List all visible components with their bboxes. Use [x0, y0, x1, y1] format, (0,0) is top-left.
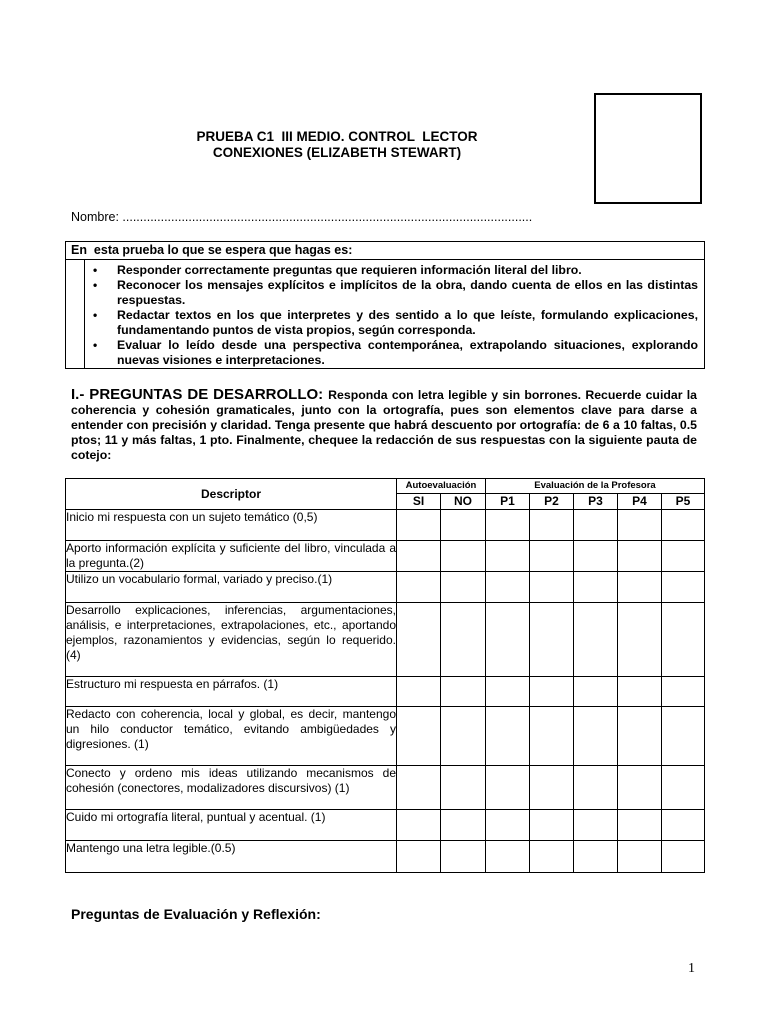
objective-item [85, 338, 698, 368]
objective-text: Responder correctamente preguntas que requieren información literal del libro. [117, 263, 582, 277]
self-eval-header: Autoevaluación [397, 479, 486, 494]
descriptor-cell: Aporto información explícita y suficiente del libro, vinculada a la pregunta.(2) [66, 541, 396, 570]
check-cell[interactable] [574, 810, 618, 841]
check-cell[interactable] [441, 766, 486, 810]
table-row [66, 510, 705, 541]
table-row [66, 810, 705, 841]
check-cell[interactable] [397, 603, 441, 677]
bullet-icon: • [93, 338, 98, 352]
col-header-p4: P4 [618, 494, 662, 510]
check-cell[interactable] [530, 541, 574, 572]
check-cell[interactable] [486, 766, 530, 810]
check-cell[interactable] [441, 677, 486, 707]
check-cell[interactable] [574, 541, 618, 572]
check-cell[interactable] [530, 572, 574, 603]
check-cell[interactable] [618, 572, 662, 603]
col-header-p2: P2 [530, 494, 574, 510]
objective-item [85, 278, 698, 308]
check-cell[interactable] [662, 810, 705, 841]
title-line-2: CONEXIONES (ELIZABETH STEWART) [212, 145, 462, 160]
check-cell[interactable] [574, 677, 618, 707]
check-cell[interactable] [397, 841, 441, 873]
check-cell[interactable] [618, 677, 662, 707]
check-cell[interactable] [530, 766, 574, 810]
check-cell[interactable] [486, 677, 530, 707]
table-row [66, 841, 705, 873]
descriptor-cell: Redacto con coherencia, local y global, es decir, mantengo un hilo conductor temático, evitando ambigüedades y digresiones. (1) [66, 707, 397, 766]
check-cell[interactable] [441, 841, 486, 873]
check-cell[interactable] [662, 677, 705, 707]
check-cell[interactable] [662, 510, 705, 541]
page-number: 1 [688, 961, 695, 976]
table-row [66, 766, 705, 810]
descriptor-header: Descriptor [66, 479, 397, 510]
name-dots: ...................................................................................................................... [122, 210, 533, 224]
table-row [66, 572, 705, 603]
descriptor-cell: Desarrollo explicaciones, inferencias, argumentaciones, análisis, e interpretaciones, extrapolaciones, etc., aportando ejemplos, razonamientos y evidencias, según lo requerido. (4) [66, 603, 397, 677]
check-cell[interactable] [662, 766, 705, 810]
check-cell[interactable] [618, 707, 662, 766]
section-heading: Preguntas de Evaluación y Reflexión: [71, 906, 321, 922]
development-instructions [71, 387, 697, 463]
col-header-no: NO [441, 494, 486, 510]
check-cell[interactable] [486, 707, 530, 766]
check-cell[interactable] [530, 677, 574, 707]
check-cell[interactable] [662, 603, 705, 677]
development-heading: I.- PREGUNTAS DE DESARROLLO: [71, 386, 329, 403]
objective-text: Redactar textos en los que interpretes y des sentido a lo que leíste, formulando explicaciones, fundamentando puntos de vista propios, según corresponda. [117, 308, 698, 337]
check-cell[interactable] [574, 572, 618, 603]
check-cell[interactable] [574, 841, 618, 873]
rubric-table [65, 478, 705, 873]
teacher-eval-header: Evaluación de la Profesora [486, 479, 705, 494]
check-cell[interactable] [530, 810, 574, 841]
development-text: Responda con letra legible y sin borrones. Recuerde cuidar la coherencia y cohesión gramaticales, junto con la ortografía, pues son elementos clave para darse a entender con precisión y claridad. Tenga presente que habrá descuento por ortografía: de 6 a 10 faltas, 0.5 ptos; 11 y más faltas, 1 pto. Finalmente, chequee la redacción de sus respuestas con la siguiente pauta de cotejo: [71, 388, 697, 462]
check-cell[interactable] [662, 541, 705, 572]
descriptor-cell: Conecto y ordeno mis ideas utilizando mecanismos de cohesión (conectores, modalizadores discursivos) (1) [66, 766, 397, 810]
check-cell[interactable] [441, 810, 486, 841]
bullet-icon: • [93, 263, 98, 277]
check-cell[interactable] [397, 810, 441, 841]
page-title [130, 129, 544, 161]
check-cell[interactable] [441, 510, 486, 541]
objectives-box [65, 241, 705, 369]
check-cell[interactable] [486, 541, 530, 572]
table-row [66, 603, 705, 677]
descriptor-cell: Inicio mi respuesta con un sujeto temático (0,5) [66, 510, 397, 541]
table-row [66, 677, 705, 707]
check-cell[interactable] [662, 841, 705, 873]
descriptor-cell: Mantengo una letra legible.(0.5) [66, 841, 397, 873]
descriptor-cell: Cuido mi ortografía literal, puntual y acentual. (1) [66, 810, 397, 841]
objective-text: Evaluar lo leído desde una perspectiva contemporánea, extrapolando situaciones, explorando nuevas visiones e interpretaciones. [117, 338, 698, 367]
check-cell[interactable] [618, 810, 662, 841]
name-label: Nombre: [71, 210, 123, 224]
check-cell[interactable] [441, 572, 486, 603]
check-cell[interactable] [397, 541, 441, 572]
check-cell[interactable] [397, 510, 441, 541]
title-line-1: PRUEBA C1 III MEDIO. CONTROL LECTOR [196, 129, 478, 144]
check-cell[interactable] [486, 603, 530, 677]
descriptor-cell: Estructuro mi respuesta en párrafos. (1) [66, 677, 397, 707]
check-cell[interactable] [397, 572, 441, 603]
check-cell[interactable] [618, 541, 662, 572]
table-row [66, 707, 705, 766]
check-cell[interactable] [574, 510, 618, 541]
check-cell[interactable] [530, 510, 574, 541]
col-header-p3: P3 [574, 494, 618, 510]
check-cell[interactable] [574, 766, 618, 810]
objective-text: Reconocer los mensajes explícitos e implícitos de la obra, dando cuenta de ellos en las distintas respuestas. [117, 278, 698, 307]
col-header-p1: P1 [486, 494, 530, 510]
check-cell[interactable] [486, 572, 530, 603]
check-cell[interactable] [530, 841, 574, 873]
descriptor-cell: Utilizo un vocabulario formal, variado y preciso.(1) [66, 572, 397, 603]
check-cell[interactable] [441, 603, 486, 677]
col-header-p5: P5 [662, 494, 705, 510]
check-cell[interactable] [397, 707, 441, 766]
table-row [66, 541, 705, 572]
check-cell[interactable] [618, 766, 662, 810]
check-cell[interactable] [662, 572, 705, 603]
check-cell[interactable] [662, 707, 705, 766]
check-cell[interactable] [574, 603, 618, 677]
check-cell[interactable] [441, 707, 486, 766]
check-cell[interactable] [618, 603, 662, 677]
check-cell[interactable] [530, 603, 574, 677]
check-cell[interactable] [530, 707, 574, 766]
check-cell[interactable] [397, 677, 441, 707]
bullet-icon: • [93, 308, 98, 322]
objectives-list [84, 260, 704, 368]
name-field[interactable] [71, 210, 532, 224]
check-cell[interactable] [574, 707, 618, 766]
check-cell[interactable] [486, 510, 530, 541]
bullet-icon: • [93, 278, 98, 292]
col-header-si: SI [397, 494, 441, 510]
objective-item [85, 263, 698, 278]
check-cell[interactable] [486, 841, 530, 873]
score-box [594, 93, 702, 204]
check-cell[interactable] [397, 766, 441, 810]
objectives-header: En esta prueba lo que se espera que hagas es: [66, 242, 704, 260]
check-cell[interactable] [618, 841, 662, 873]
objective-item [85, 308, 698, 338]
check-cell[interactable] [618, 510, 662, 541]
check-cell[interactable] [486, 810, 530, 841]
check-cell[interactable] [441, 541, 486, 572]
